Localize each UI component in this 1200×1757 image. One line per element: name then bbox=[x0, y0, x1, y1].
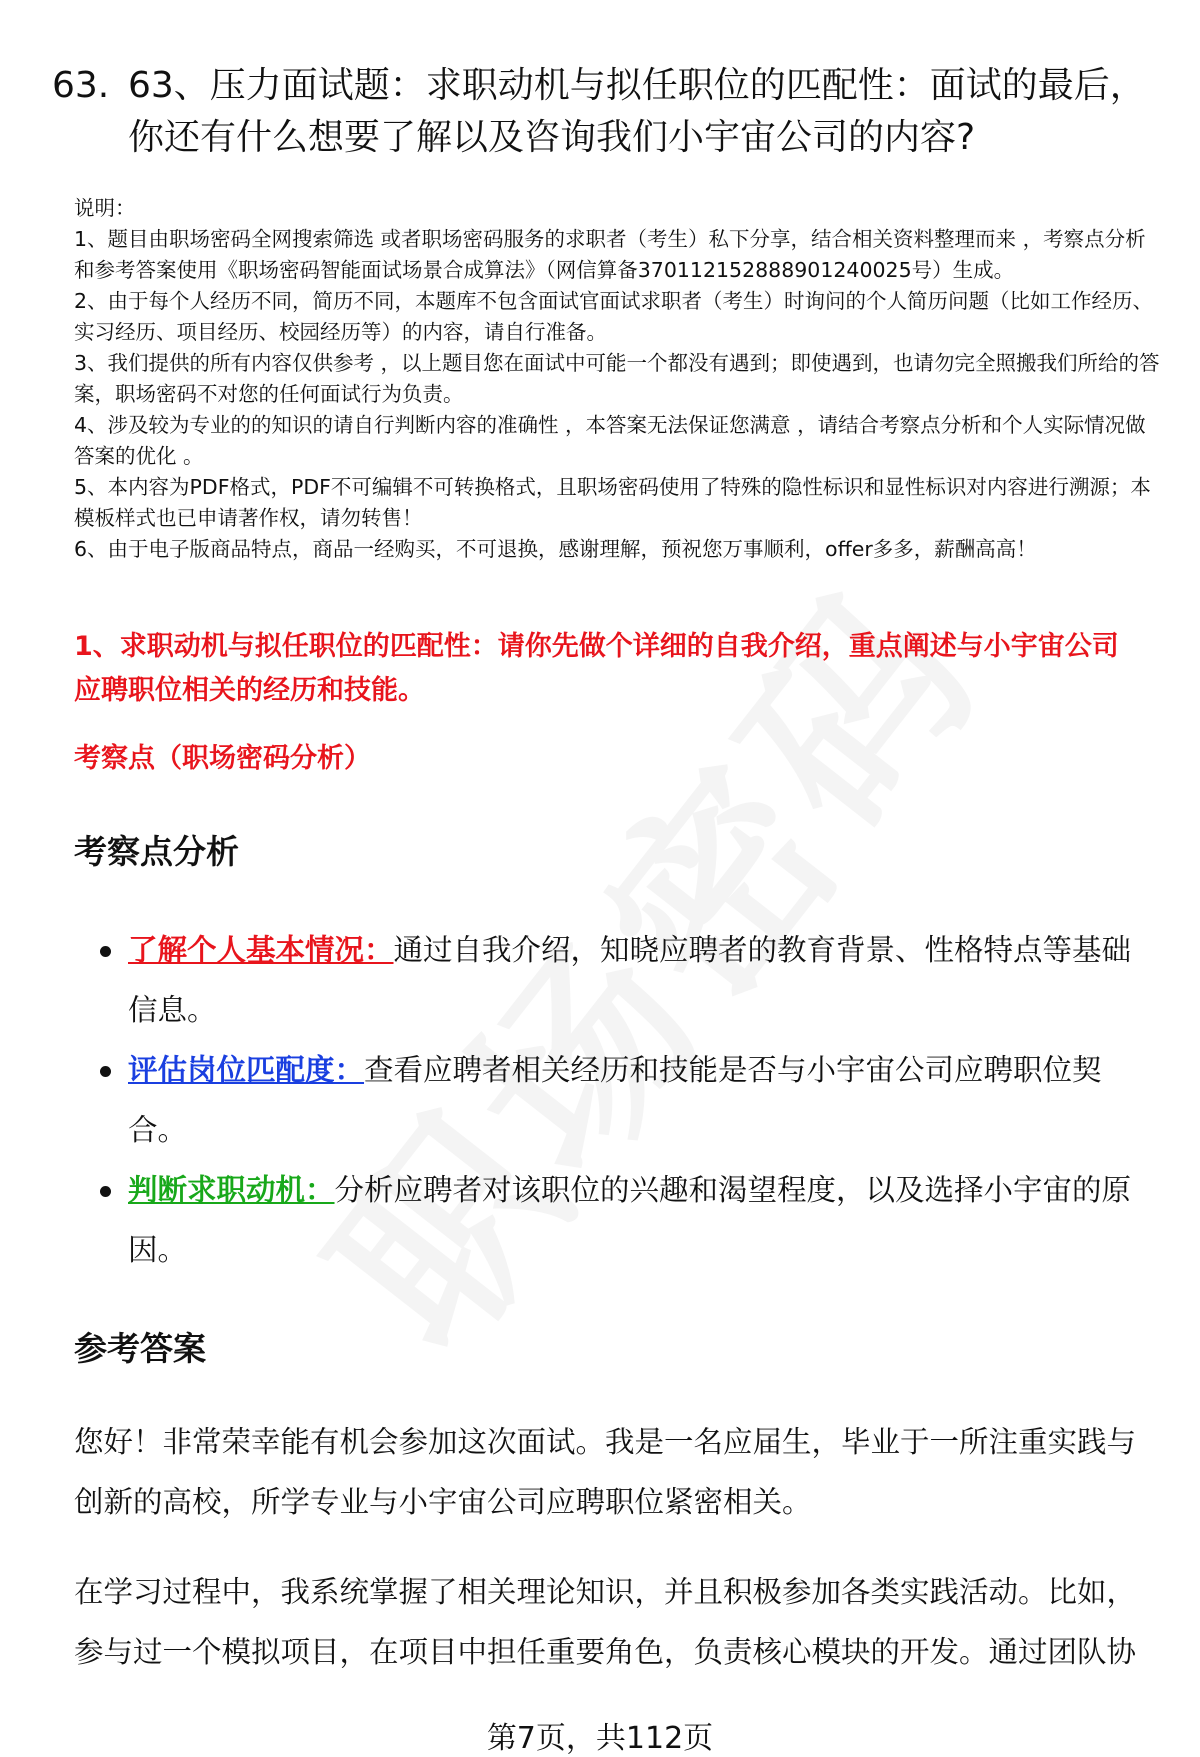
answer-paragraph: 您好！非常荣幸能有机会参加这次面试。我是一名应届生，毕业于一所注重实践与创新的高校，所学专业与小宇宙公司应聘职位紧密相关。 bbox=[74, 1425, 1137, 1519]
bullet-text: 分析应聘者对该职位的兴趣和渴望程度，以及选择小宇宙的原因。 bbox=[128, 1173, 1132, 1267]
disclaimer-notes bbox=[74, 193, 1164, 565]
answer-heading: 参考答案 bbox=[74, 1329, 206, 1368]
analysis-heading: 考察点分析 bbox=[74, 832, 239, 871]
note-item: 1、题目由职场密码全网搜索筛选 或者职场密码服务的求职者（考生）私下分享，结合相关资料整理而来 ，考察点分析和参考答案使用《职场密码智能面试场景合成算法》（网信算备370112152888901240025号）生成。 bbox=[74, 227, 1146, 282]
list-item bbox=[74, 1160, 1154, 1280]
note-item: 5、本内容为PDF格式，PDF不可编辑不可转换格式，且职场密码使用了特殊的隐性标识和显性标识对内容进行溯源；本模板样式也已申请著作权，请勿转售！ bbox=[74, 475, 1151, 530]
interview-question: 1、求职动机与拟任职位的匹配性：请你先做个详细的自我介绍，重点阐述与小宇宙公司应聘职位相关的经历和技能。 bbox=[74, 631, 1119, 706]
bullet-dot bbox=[100, 946, 111, 957]
note-item: 4、涉及较为专业的的知识的请自行判断内容的准确性 ，本答案无法保证您满意 ，请结合考察点分析和个人实际情况做答案的优化 。 bbox=[74, 413, 1146, 468]
question-title-text: 63、压力面试题：求职动机与拟任职位的匹配性：面试的最后，你还有什么想要了解以及咨询我们小宇宙公司的内容? bbox=[128, 65, 1146, 158]
bullet-dot bbox=[100, 1186, 111, 1197]
bullet-dot bbox=[100, 1066, 111, 1077]
question-number: 63. bbox=[52, 65, 110, 106]
list-item bbox=[74, 920, 1154, 1040]
answer-paragraph: 在学习过程中，我系统掌握了相关理论知识，并且积极参加各类实践活动。比如，参与过一个模拟项目，在项目中担任重要角色，负责核心模块的开发。通过团队协 bbox=[74, 1575, 1137, 1669]
list-item bbox=[74, 1040, 1154, 1160]
note-item: 3、我们提供的所有内容仅供参考 ，以上题目您在面试中可能一个都没有遇到；即使遇到，也请勿完全照搬我们所给的答案，职场密码不对您的任何面试行为负责。 bbox=[74, 351, 1160, 406]
bullet-text: 查看应聘者相关经历和技能是否与小宇宙公司应聘职位契合。 bbox=[128, 1053, 1102, 1147]
notes-heading: 说明： bbox=[74, 196, 136, 220]
bullet-key: 判断求职动机： bbox=[128, 1173, 335, 1207]
bullet-key: 评估岗位匹配度： bbox=[128, 1053, 365, 1087]
exam-point-label: 考察点（职场密码分析） bbox=[74, 743, 371, 774]
bullet-key: 了解个人基本情况： bbox=[128, 933, 394, 967]
bullet-text: 通过自我介绍，知晓应聘者的教育背景、性格特点等基础信息。 bbox=[128, 933, 1132, 1027]
note-item: 6、由于电子版商品特点，商品一经购买，不可退换，感谢理解，预祝您万事顺利，offer多多，薪酬高高！ bbox=[74, 537, 1037, 561]
page-number: 第7页，共112页 bbox=[486, 1721, 714, 1756]
analysis-list bbox=[74, 920, 1154, 1280]
note-item: 2、由于每个人经历不同，简历不同，本题库不包含面试官面试求职者（考生）时询问的个人简历问题（比如工作经历、实习经历、项目经历、校园经历等）的内容，请自行准备。 bbox=[74, 289, 1154, 344]
